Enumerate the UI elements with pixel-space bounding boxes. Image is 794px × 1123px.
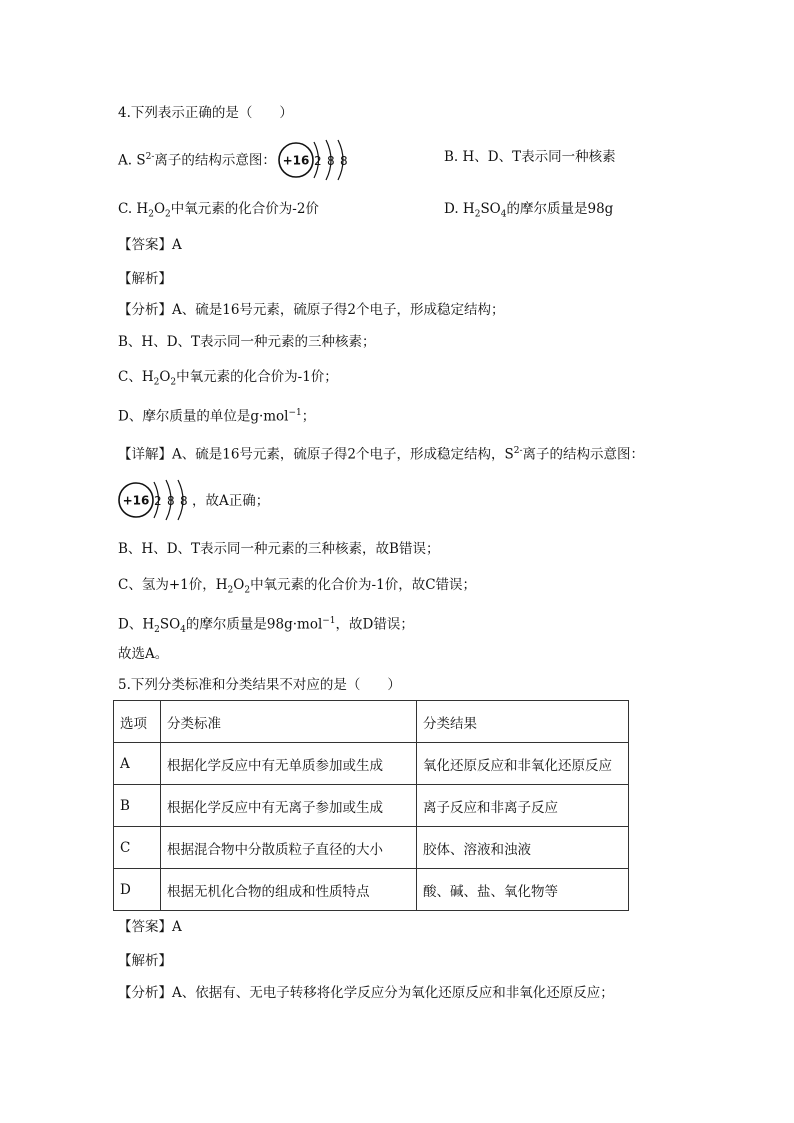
q4-detail-b: B、H、D、T表示同一种元素的三种核素，故B错误； — [118, 541, 440, 557]
nucleus-label: +16 — [282, 153, 310, 168]
shell-3-count: 8 — [180, 494, 188, 508]
table-row — [114, 827, 629, 869]
sulfur-ion-structure-diagram-detail — [116, 476, 202, 526]
sulfur-ion-structure-diagram — [276, 136, 362, 186]
q4-analysis-b: B、H、D、T表示同一种元素的三种核素； — [118, 334, 376, 350]
q4-detail-d: D、$H_2SO_4$的摩尔质量是98g·mol$^{-1}$，故D错误； — [118, 616, 414, 636]
table-header-cell: 分类结果 — [417, 701, 629, 743]
q4-analysis-c: C、$H_2O_2$中氧元素的化合价为-1价； — [118, 369, 338, 388]
q4-option-b: B. H、D、T表示同一种核素 — [444, 149, 616, 165]
table-header-row — [114, 701, 629, 743]
q4-conclusion: 故选A。 — [118, 646, 169, 662]
q4-detail-a: 【详解】A、硫是16号元素，硫原子得2个电子，形成稳定结构，$S^{2-}$离子的结构示意图： — [118, 446, 645, 463]
table-row — [114, 869, 629, 911]
table-cell: 根据无机化合物的组成和性质特点 — [161, 869, 417, 911]
q4-option-c: C. $H_2O_2$中氧元素的化合价为-2价 — [118, 201, 319, 220]
table-cell: D — [114, 869, 161, 911]
shell-3-count: 8 — [340, 154, 348, 168]
table-cell: 离子反应和非离子反应 — [417, 785, 629, 827]
q4-detail-c: C、氢为+1价，$H_2O_2$中氧元素的化合价为-1价，故C错误； — [118, 577, 477, 596]
q4-option-d: D. $H_2SO_4$的摩尔质量是98g — [444, 201, 614, 220]
table-cell: 根据混合物中分散质粒子直径的大小 — [161, 827, 417, 869]
table-cell: 氧化还原反应和非氧化还原反应 — [417, 743, 629, 785]
q5-stem: 5.下列分类标准和分类结果不对应的是（ ） — [118, 677, 401, 693]
table-row — [114, 785, 629, 827]
shell-1-count: 2 — [154, 494, 162, 508]
q4-option-a: A. $S^{2-}$离子的结构示意图： — [118, 152, 276, 169]
shell-2-count: 8 — [167, 494, 175, 508]
shell-2-count: 8 — [327, 154, 335, 168]
table-cell: C — [114, 827, 161, 869]
classification-table — [113, 700, 629, 911]
q4-stem: 4.下列表示正确的是（ ） — [118, 105, 293, 121]
table-cell: B — [114, 785, 161, 827]
table-header-cell: 分类标准 — [161, 701, 417, 743]
table-header-cell: 选项 — [114, 701, 161, 743]
q4-analysis-a: 【分析】A、硫是16号元素，硫原子得2个电子，形成稳定结构； — [118, 302, 505, 318]
q5-analysis-heading: 【解析】 — [118, 953, 172, 969]
table-cell: 根据化学反应中有无离子参加或生成 — [161, 785, 417, 827]
table-cell: 胶体、溶液和浊液 — [417, 827, 629, 869]
table-cell: 酸、碱、盐、氧化物等 — [417, 869, 629, 911]
table-cell: 根据化学反应中有无单质参加或生成 — [161, 743, 417, 785]
q4-analysis-d: D、摩尔质量的单位是g·mol$^{-1}$； — [118, 408, 316, 425]
table-cell: A — [114, 743, 161, 785]
q4-analysis-heading: 【解析】 — [118, 271, 172, 287]
shell-1-count: 2 — [314, 154, 322, 168]
q5-answer: 【答案】A — [118, 919, 182, 935]
q4-detail-a-conclusion: ，故A正确； — [192, 493, 270, 509]
table-row — [114, 743, 629, 785]
q4-answer: 【答案】A — [118, 237, 182, 253]
q5-analysis-a: 【分析】A、依据有、无电子转移将化学反应分为氧化还原反应和非氧化还原反应； — [118, 985, 614, 1001]
nucleus-label: +16 — [122, 493, 150, 508]
